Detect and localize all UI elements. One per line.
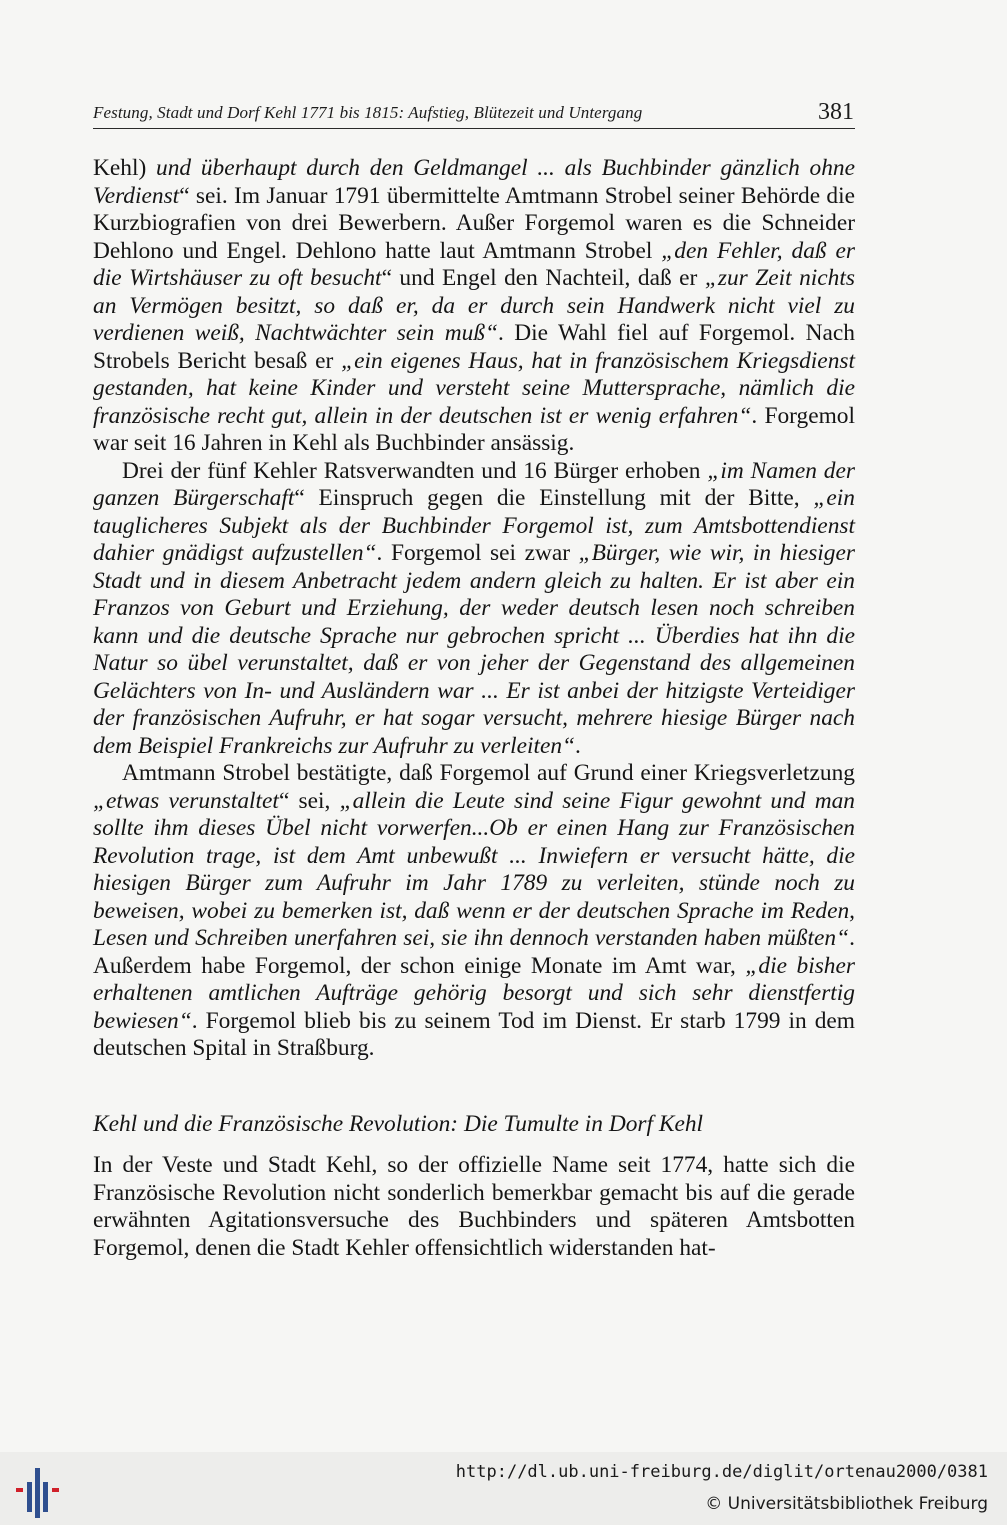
- logo-bar-center: [35, 1468, 40, 1518]
- text-run: Kehl): [93, 155, 156, 181]
- quoted-text: „Bürger, wie wir, in hiesiger Stadt und in diesem Anbetracht jedem andern gleich zu halten. Er ist aber ein Franzos von Geburt und Erziehung, der weder deutsch lesen noch schreiben kann und die deutsche Sprache nur gebrochen spricht ... Überdies hat ihn die Natur so übel verunstaltet, daß er von jeher der Gegenstand des allgemeinen Gelächters von In- und Ausländern war ... Er ist anbei der hitzigste Verteidiger der französischen Aufruhr, er hat sogar versucht, mehrere hiesige Bürger nach dem Beispiel Frankreichs zur Aufruhr zu verleiten“: [93, 540, 855, 759]
- quoted-text: „die bisher erhaltenen amtlichen Aufträge gehörig besorgt und sich sehr dienstfertig bewiesen“: [93, 952, 855, 1034]
- body-text: [93, 155, 855, 1262]
- footer-bar: [0, 1452, 1007, 1525]
- section-paragraph: In der Veste und Stadt Kehl, so der offizielle Name seit 1774, hatte sich die Französische Revolution nicht sonderlich bemerkbar gemacht bis auf die gerade erwähnten Agitationsversuche des Buchbinders und späteren Amtsbotten Forgemol, denen die Stadt Kehler offensichtlich widerstanden hat-: [93, 1152, 855, 1261]
- text-run: Drei der fünf Kehler Ratsverwandten und 16 Bürger erhoben: [122, 457, 708, 484]
- source-url-link[interactable]: http://dl.ub.uni-freiburg.de/diglit/ortenau2000/0381: [455, 1462, 988, 1482]
- copyright-notice: © Universitätsbibliothek Freiburg: [705, 1494, 988, 1514]
- quoted-text: „etwas verunstaltet: [93, 787, 279, 814]
- quoted-text: „ein eigenes Haus, hat in französischem Kriegsdienst gestanden, hat keine Kinder und versteht seine Muttersprache, nämlich die französische recht gut, allein in der deutschen ist er wenig erfahren“: [93, 347, 855, 429]
- paragraph-1: [93, 155, 855, 458]
- section-heading: Kehl und die Französische Revolution: Die Tumulte in Dorf Kehl: [93, 1110, 704, 1137]
- quoted-text: „im Namen der ganzen Bürgerschaft: [93, 457, 855, 511]
- text-run: . Forgemol blieb bis zu seinem Tod im Dienst. Er starb 1799 in dem deutschen Spital in Straßburg.: [93, 1007, 855, 1061]
- quoted-text: und überhaupt durch den Geldmangel ... als Buchbinder gänzlich ohne Verdienst: [93, 155, 855, 209]
- text-run: .: [575, 732, 581, 759]
- paragraph-2: [93, 458, 855, 761]
- text-run: . Außerdem habe Forgemol, der schon einige Monate im Amt war,: [93, 925, 855, 979]
- text-run: . Forgemol sei zwar: [376, 540, 579, 566]
- text-run: Amtmann Strobel bestätigte, daß Forgemol auf Grund einer Kriegsverletzung: [122, 760, 855, 786]
- text-run: “ sei. Im Januar 1791 übermittelte Amtmann Strobel seiner Behörde die Kurzbiografien von drei Bewerbern. Außer Forgemol waren es die Schneider Dehlono und Engel. Dehlono hatte laut Amtmann Strobel: [93, 182, 855, 264]
- library-logo-icon: [14, 1460, 62, 1520]
- page-number: 381: [818, 99, 854, 125]
- text-run: . Die Wahl fiel auf Forgemol. Nach Strobels Bericht besaß er: [93, 320, 855, 374]
- quoted-text: „allein die Leute sind seine Figur gewohnt und man sollte ihm dieses Übel nicht vorwerfen...Ob er einen Hang zur Französischen Revolution trage, ist dem Amt unbewußt ... Inwiefern er versucht hätte, die hiesigen Bürger zum Aufruhr im Jahr 1789 zu verleiten, stünde noch zu beweisen, wobei zu bemerken ist, daß wenn er der deutschen Sprache im Reden, Lesen und Schreiben unerfahren sei, sie ihn dennoch verstanden haben müßten“: [93, 787, 855, 951]
- running-head: [93, 98, 855, 129]
- quoted-text: „ein tauglicheres Subjekt als der Buchbinder Forgemol ist, zum Amtsbottendienst dahier gnädigst aufzustellen“: [93, 485, 855, 566]
- quoted-text: „zur Zeit nichts an Vermögen besitzt, so daß er, da er durch sein Handwerk nicht viel zu verdienen weiß, Nachtwächter sein muß“: [93, 265, 855, 346]
- running-title: Festung, Stadt und Dorf Kehl 1771 bis 1815: Aufstieg, Blütezeit und Untergang: [93, 103, 643, 122]
- logo-accent-left: [16, 1488, 23, 1492]
- text-run: “ und Engel den Nachteil, daß er: [381, 265, 705, 291]
- paragraph-3: [93, 760, 855, 1063]
- text-run: “ Einspruch gegen die Einstellung mit der Bitte,: [294, 485, 814, 511]
- logo-accent-right: [52, 1488, 59, 1492]
- text-run: “ sei,: [278, 787, 340, 814]
- text-run: . Forgemol war seit 16 Jahren in Kehl als Buchbinder ansässig.: [93, 402, 855, 456]
- quoted-text: „den Fehler, daß er die Wirtshäuser zu oft besucht: [93, 237, 855, 291]
- logo-bar-right: [43, 1482, 48, 1512]
- logo-bar-left: [27, 1482, 32, 1512]
